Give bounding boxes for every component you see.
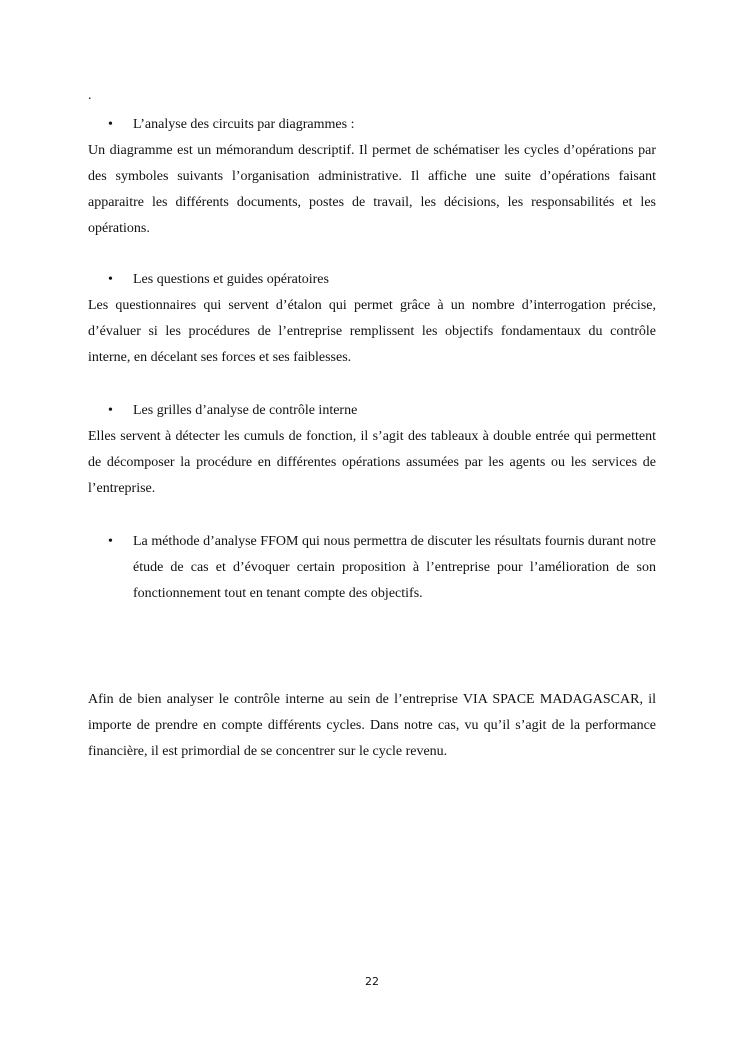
bullet-icon: • [108,403,113,418]
section-body-diagrammes: Un diagramme est un mémorandum descriptif. Il permet de schématiser les cycles d’opérations par des symboles suivants l’organisation administrative. Il affiche une suite d’opérations faisant apparaitre les différents documents, postes de travail, les décisions, les responsabilités et les opérations. [88,143,656,236]
list-item-ffom: La méthode d’analyse FFOM qui nous permettra de discuter les résultats fournis durant notre étude de cas et d’évoquer certain proposition à l’entreprise pour l’amélioration de son fonctionnement tout en tenant compte des objectifs. [133,534,656,601]
section-body-grilles: Elles servent à détecter les cumuls de fonction, il s’agit des tableaux à double entrée qui permettent de décomposer la procédure en différentes opérations assumées par les agents ou les services de l’entreprise. [88,429,656,496]
section-heading-questions: Les questions et guides opératoires [133,272,329,287]
leading-mark: . [88,88,92,103]
section-heading-diagrammes: L’analyse des circuits par diagrammes : [133,117,355,132]
page-number: 22 [365,975,379,988]
section-body-questions: Les questionnaires qui servent d’étalon qui permet grâce à un nombre d’interrogation précise, d’évaluer si les procédures de l’entreprise remplissent les objectifs fondamentaux du contrôle interne, en décelant ses forces et ses faiblesses. [88,298,656,365]
bullet-icon: • [108,534,113,549]
bullet-icon: • [108,117,113,132]
section-heading-grilles: Les grilles d’analyse de contrôle interne [133,403,358,418]
bullet-icon: • [108,272,113,287]
closing-paragraph: Afin de bien analyser le contrôle interne au sein de l’entreprise VIA SPACE MADAGASCAR, il importe de prendre en compte différents cycles. Dans notre cas, vu qu’il s’agit de la performance financière, il est primordial de se concentrer sur le cycle revenu. [88,692,656,759]
